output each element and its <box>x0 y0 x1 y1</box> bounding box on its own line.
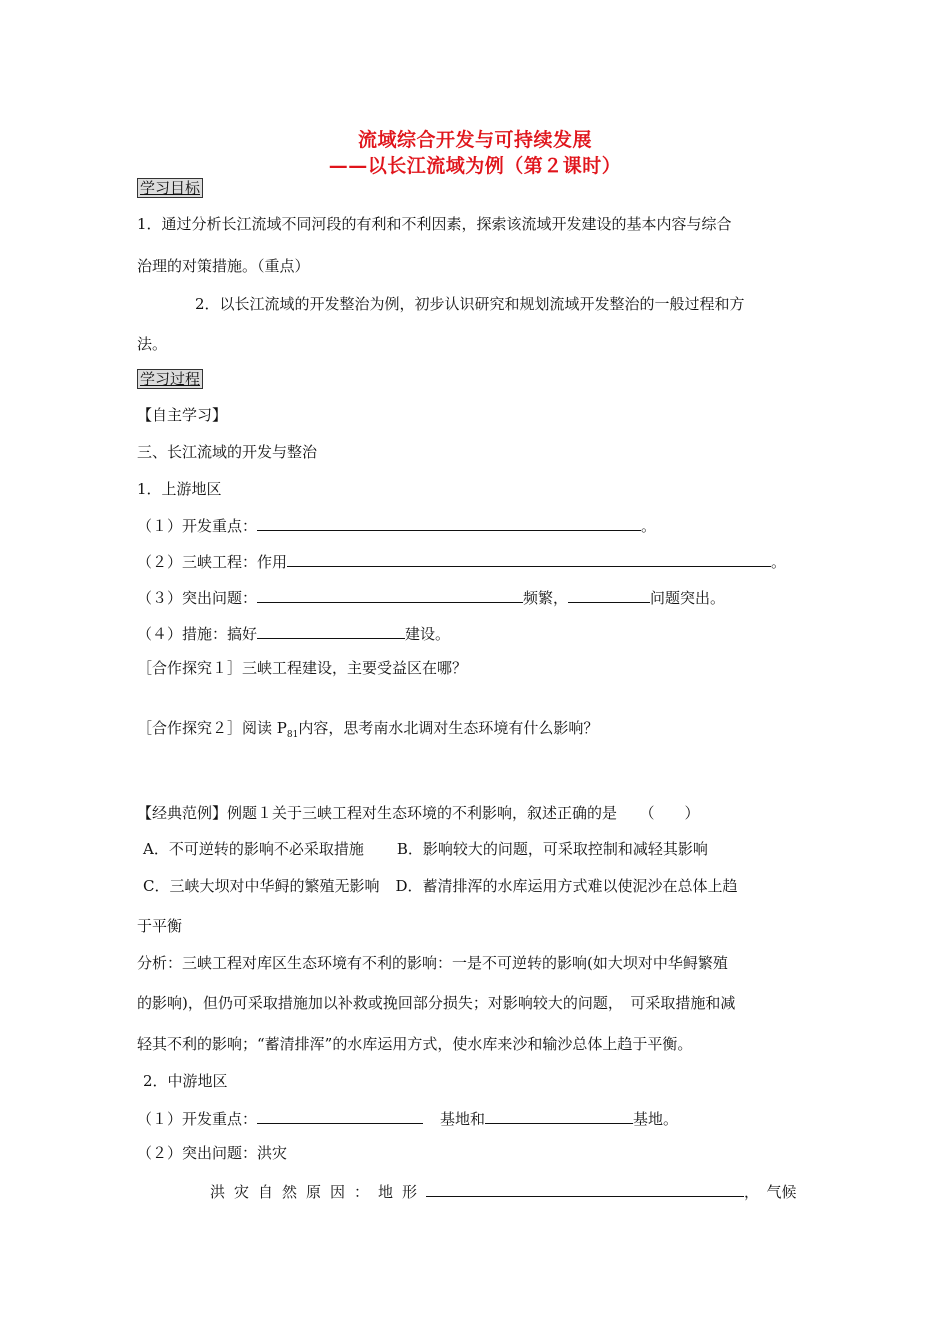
flood-natural-causes: 洪灾自然原因：地形 ， 气候 <box>210 1180 797 1202</box>
upper-q3: （３）突出问题： 频繁， 问题突出。 <box>137 586 725 608</box>
option-a: A．不可逆转的影响不必采取措施 <box>143 840 364 858</box>
upper-reaches-title: 1．上游地区 <box>137 480 222 498</box>
upper-q1: （１）开发重点： 。 <box>137 514 656 536</box>
middle-q2: （２）突出问题：洪灾 <box>137 1144 288 1162</box>
objectives-heading: 学习目标 <box>137 178 203 198</box>
cooperative-inquiry-2: ［合作探究２］阅读 $P_{81}$内容，思考南水北调对生态环境有什么影响？ <box>137 719 599 740</box>
title-line-2: ——以长江流域为例（第２课时） <box>328 155 622 177</box>
example-options-cd <box>143 876 738 896</box>
flood-terrain-blank[interactable] <box>426 1180 744 1197</box>
option-d-continued: 于平衡 <box>137 917 183 935</box>
analysis-line-3: 轻其不利的影响；“蓄清排浑”的水库运用方式，使水库来沙和输沙总体上趋于平衡。 <box>137 1035 693 1053</box>
objective-1-line-a: 1．通过分析长江流域不同河段的有利和不利因素，探索该流域开发建设的基本内容与综合 <box>137 215 732 233</box>
middle-reaches-title: 2．中游地区 <box>143 1072 228 1090</box>
middle-q1: （１）开发重点： 基地和 基地。 <box>137 1107 678 1129</box>
upper-q3-blank-2[interactable] <box>568 586 650 603</box>
process-heading: 学习过程 <box>137 369 203 389</box>
objective-1-line-b: 治理的对策措施。（重点） <box>137 257 310 275</box>
option-d: D．蓄清排浑的水库运用方式难以使泥沙在总体上趋 <box>395 877 738 895</box>
self-study-heading: 【自主学习】 <box>137 406 228 424</box>
middle-q1-blank-1[interactable] <box>257 1107 423 1124</box>
example-stem: 【经典范例】例题１关于三峡工程对生态环境的不利影响，叙述正确的是 （ ） <box>137 804 700 822</box>
objective-2-line-a: 2．以长江流域的开发整治为例，初步认识研究和规划流域开发整治的一般过程和方 <box>195 295 745 313</box>
upper-q2: （２）三峡工程：作用 。 <box>137 550 786 572</box>
upper-q4-blank[interactable] <box>257 622 405 639</box>
cooperative-inquiry-1: ［合作探究１］三峡工程建设，主要受益区在哪？ <box>137 659 468 677</box>
example-options-ab <box>143 839 708 859</box>
analysis-line-2: 的影响)，但仍可采取措施加以补救或挽回部分损失；对影响较大的问题， 可采取措施和减 <box>137 994 736 1012</box>
upper-q2-blank[interactable] <box>287 550 771 567</box>
option-b: B．影响较大的问题，可采取控制和减轻其影响 <box>396 840 708 858</box>
upper-q3-blank-1[interactable] <box>257 586 523 603</box>
option-c: C．三峡大坝对中华鲟的繁殖无影响 <box>143 877 380 895</box>
objective-2-line-b: 法。 <box>137 335 168 353</box>
analysis-line-1: 分析：三峡工程对库区生态环境有不利的影响：一是不可逆转的影响(如大坝对中华鲟繁殖 <box>137 954 728 972</box>
upper-q1-blank[interactable] <box>257 514 641 531</box>
section-3-heading: 三、长江流域的开发与整治 <box>137 443 318 461</box>
upper-q4: （４）措施：搞好 建设。 <box>137 622 450 644</box>
middle-q1-blank-2[interactable] <box>485 1107 633 1124</box>
title-line-1: 流域综合开发与可持续发展 <box>357 129 592 151</box>
